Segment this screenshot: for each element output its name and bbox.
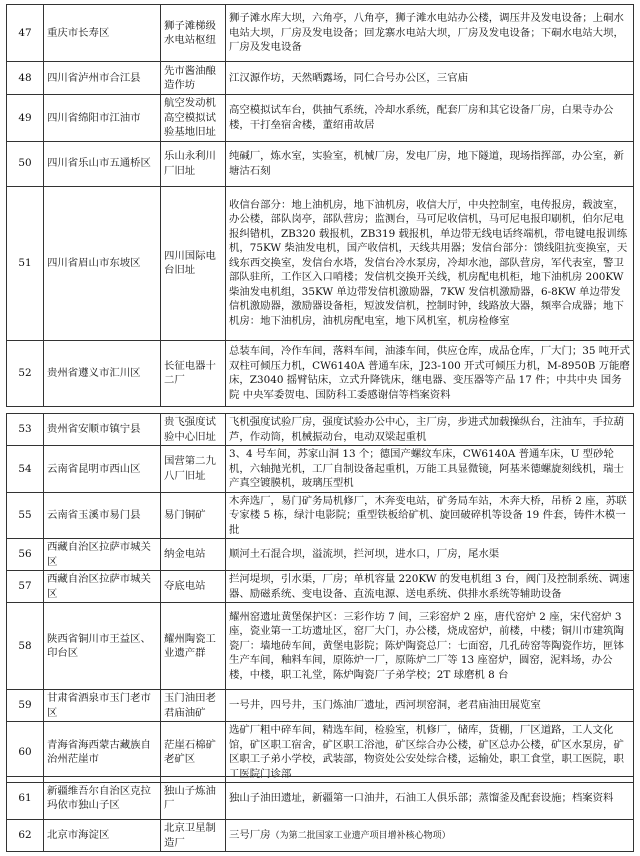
- row-location: 新疆维吾尔自治区克拉玛依市独山子区: [44, 777, 161, 820]
- row-content: 总装车间，冷作车间，落料车间，油漆车间，供应仓库，成品仓库，厂大门；35 吨开式双柱可倾压力机，CW6140A 普通车床，J23-100 开式可倾压力机，M-8950B 万能磨床，Z3040 摇臂钻床，立式升降铣床，继电器、变压器等产品 17 件；中共中央 国务院 中央军委贺电、国防科工委感谢信等档案资料: [226, 340, 634, 406]
- row-location: 四川省眉山市东坡区: [44, 186, 161, 340]
- row-number: 58: [7, 603, 44, 690]
- row-content: 高空模拟试车台，供抽气系统，冷却水系统，配套厂房和其它设备厂房，白果寺办公楼，干打垒宿舍楼，董绍甫故居: [226, 95, 634, 142]
- row-content: 3、4 号车间，苏家山洞 13 个；德国产螺纹车床，CW6140A 普通车床，U 型砂轮机，六轴抛光机，工厂自制设备起重机，万能工具显微镜，阿基米德螺旋刻线机，瑞士产真空镀膜机，玻璃压型机: [226, 446, 634, 493]
- table-row: [7, 820, 634, 852]
- table-row: [7, 5, 634, 62]
- row-location: 四川省乐山市五通桥区: [44, 141, 161, 186]
- row-location: 重庆市长寿区: [44, 5, 161, 62]
- row-name: 耀州陶瓷工业遗产群: [161, 603, 226, 690]
- table-row: [7, 690, 634, 722]
- row-content: 耀州窑遗址黄堡保护区：三彩作坊 7 间，三彩窑炉 2 座，唐代窑炉 2 座，宋代窑炉 3 座，瓷业第一工坊遗址区，窑厂大门，办公楼，烧成窑炉，前楼，中楼；铜川市建筑陶瓷厂：墙地砖车间，黄堡电影院；陈炉陶瓷总厂：七面窑，几孔砖窑等陶瓷作坊，匣钵生产车间，釉料车间，原陈炉一厂，原陈炉二厂等 13 座窑炉，圆窑，泥料场，办公楼，中楼，职工礼堂，陈炉陶瓷厂子弟学校；2T 球磨机 8 台: [226, 603, 634, 690]
- row-number: 61: [7, 777, 44, 820]
- table-row: [7, 446, 634, 493]
- row-content: 拦河堤坝，引水渠，厂房；单机容量 220KW 的发电机组 3 台，阀门及控制系统、调速器、励磁系统、变电设备、直流电源、送电系统、供排水系统等辅助设备: [226, 571, 634, 603]
- row-number: 51: [7, 186, 44, 340]
- row-name: 纳金电站: [161, 539, 226, 571]
- row-number: 62: [7, 820, 44, 852]
- row-name: 易门铜矿: [161, 492, 226, 539]
- table-row: [7, 62, 634, 95]
- table-row: [7, 722, 634, 783]
- row-location: 四川省泸州市合江县: [44, 62, 161, 95]
- row-number: 57: [7, 571, 44, 603]
- row-location: 四川省绵阳市江油市: [44, 95, 161, 142]
- row-location: 西藏自治区拉萨市城关区: [44, 571, 161, 603]
- table-row: [7, 571, 634, 603]
- row-content: [226, 820, 634, 852]
- table-row: [7, 539, 634, 571]
- row-location: 云南省玉溪市易门县: [44, 492, 161, 539]
- row-number: 55: [7, 492, 44, 539]
- row-number: 50: [7, 141, 44, 186]
- row-number: 54: [7, 446, 44, 493]
- row-content: 一号井，四号井，玉门炼油厂遗址，西河坝窑洞，老君庙油田展览室: [226, 690, 634, 722]
- table-row: [7, 777, 634, 820]
- table-row: [7, 186, 634, 340]
- row-number: 53: [7, 414, 44, 446]
- row-name: 玉门油田老君庙油矿: [161, 690, 226, 722]
- table-row: [7, 603, 634, 690]
- table-row: [7, 492, 634, 539]
- row-content: 飞机强度试验厂房，强度试验办公中心，主厂房，步进式加载操纵台，注油车，手拉葫芦，作动筒，机械振动台，电动双梁起重机: [226, 414, 634, 446]
- table-row: [7, 141, 634, 186]
- row-content: 木奔选厂，易门矿务局机修厂，木奔变电站，矿务局车站，木奔大桥，吊桥 2 座，苏联专家楼 5 栋，绿汁电影院；重型铁板给矿机、旋回破碎机等设备 19 件套，铸件木模一批: [226, 492, 634, 539]
- row-name: 茫崖石棉矿老矿区: [161, 722, 226, 783]
- row-number: 49: [7, 95, 44, 142]
- row-name: 乐山永利川厂旧址: [161, 141, 226, 186]
- row-content-note: （为第二批国家工业遗产项目增补核心物项）: [270, 830, 451, 841]
- row-name: 四川国际电台旧址: [161, 186, 226, 340]
- row-number: 48: [7, 62, 44, 95]
- row-content: 独山子油田遗址，新疆第一口油井，石油工人俱乐部；蒸馏釜及配套设施；档案资料: [226, 777, 634, 820]
- row-content: 纯碱厂，炼水室，实验室，机械厂房，发电厂房，地下隧道，现场指挥部，办公室，新塘沽石刻: [226, 141, 634, 186]
- row-number: 47: [7, 5, 44, 62]
- row-number: 52: [7, 340, 44, 406]
- table-row: [7, 340, 634, 406]
- heritage-table-part3: [6, 776, 634, 852]
- row-location: 青海省海西蒙古藏族自治州茫崖市: [44, 722, 161, 783]
- row-content: 选矿厂粗中碎车间，精选车间，检验室，机修厂，储库，货棚，厂区道路，工人文化馆，矿区职工宿舍，矿区职工浴池，矿区综合办公楼，矿区总办公楼，矿区水泵房，矿区职工子弟小学校，武装部，物资处公安处综合楼，运输处，职工食堂，职工医院，职工医院门诊部: [226, 722, 634, 783]
- row-location: 西藏自治区拉萨市城关区: [44, 539, 161, 571]
- heritage-table-part1: [6, 4, 634, 407]
- row-location: 贵州省遵义市汇川区: [44, 340, 161, 406]
- row-content: 江汉源作坊，天然晒露场，同仁合号办公区，三官庙: [226, 62, 634, 95]
- row-content: 顺河土石混合坝，溢流坝，拦河坝，进水口，厂房，尾水渠: [226, 539, 634, 571]
- row-location: 甘肃省酒泉市玉门老市区: [44, 690, 161, 722]
- row-content-text: 三号厂房: [229, 828, 271, 841]
- table-row: [7, 95, 634, 142]
- row-name: 长征电器十二厂: [161, 340, 226, 406]
- row-name: 狮子滩梯级水电站枢纽: [161, 5, 226, 62]
- row-location: 陕西省铜川市王益区、印台区: [44, 603, 161, 690]
- row-name: 国营第二九八厂旧址: [161, 446, 226, 493]
- heritage-table-part2: [6, 413, 634, 783]
- row-name: 先市酱油酿造作坊: [161, 62, 226, 95]
- row-name: 夺底电站: [161, 571, 226, 603]
- row-content: 狮子滩水库大坝，六角亭，八角亭，狮子滩水电站办公楼，调压井及发电设备；上硐水电站大坝，厂房及发电设备；回龙寨水电站大坝，厂房及发电设备；下硐水电站大坝，厂房及发电设备: [226, 5, 634, 62]
- row-location: 北京市海淀区: [44, 820, 161, 852]
- row-number: 56: [7, 539, 44, 571]
- table-row: [7, 414, 634, 446]
- row-name: 贵飞强度试验中心旧址: [161, 414, 226, 446]
- row-name: 独山子炼油厂: [161, 777, 226, 820]
- row-number: 60: [7, 722, 44, 783]
- row-name: 北京卫星制造厂: [161, 820, 226, 852]
- row-number: 59: [7, 690, 44, 722]
- row-location: 贵州省安顺市镇宁县: [44, 414, 161, 446]
- row-location: 云南省昆明市西山区: [44, 446, 161, 493]
- row-content: 收信台部分：地上油机房，地下油机房，收信大厅，中央控制室，电传报房，载波室，办公楼，部队岗亭，部队营房；监测台，马可尼收信机，马可尼电报印刷机，伯尔尼电报纠错机，ZB320 载报机，ZB319 载报机，单边带无线电话终端机，带电键电报训练机，75KW 柴油发电机，国产收信机，天线共用器；发信台部分：馈线阻抗变换室，天线东西交换室，发信台水塔，发信台冷水泵房，冷却水池，部队营房，军代表室，警卫部队驻所，工作区入口哨楼；发信机交换开关线，机房配电机柜，地下油机房 200KW 柴油发电机组，35KW 单边带发信机激励器，7KW 发信机激励器，6-8KW 单边带发信机激励器，激励器设备柜，短波发信机，控制时钟，线路放大器，频率合成器；地下机房：地下油机房，油机房配电室，地下风机室，机房检修室: [226, 186, 634, 340]
- row-name: 航空发动机高空模拟试验基地旧址: [161, 95, 226, 142]
